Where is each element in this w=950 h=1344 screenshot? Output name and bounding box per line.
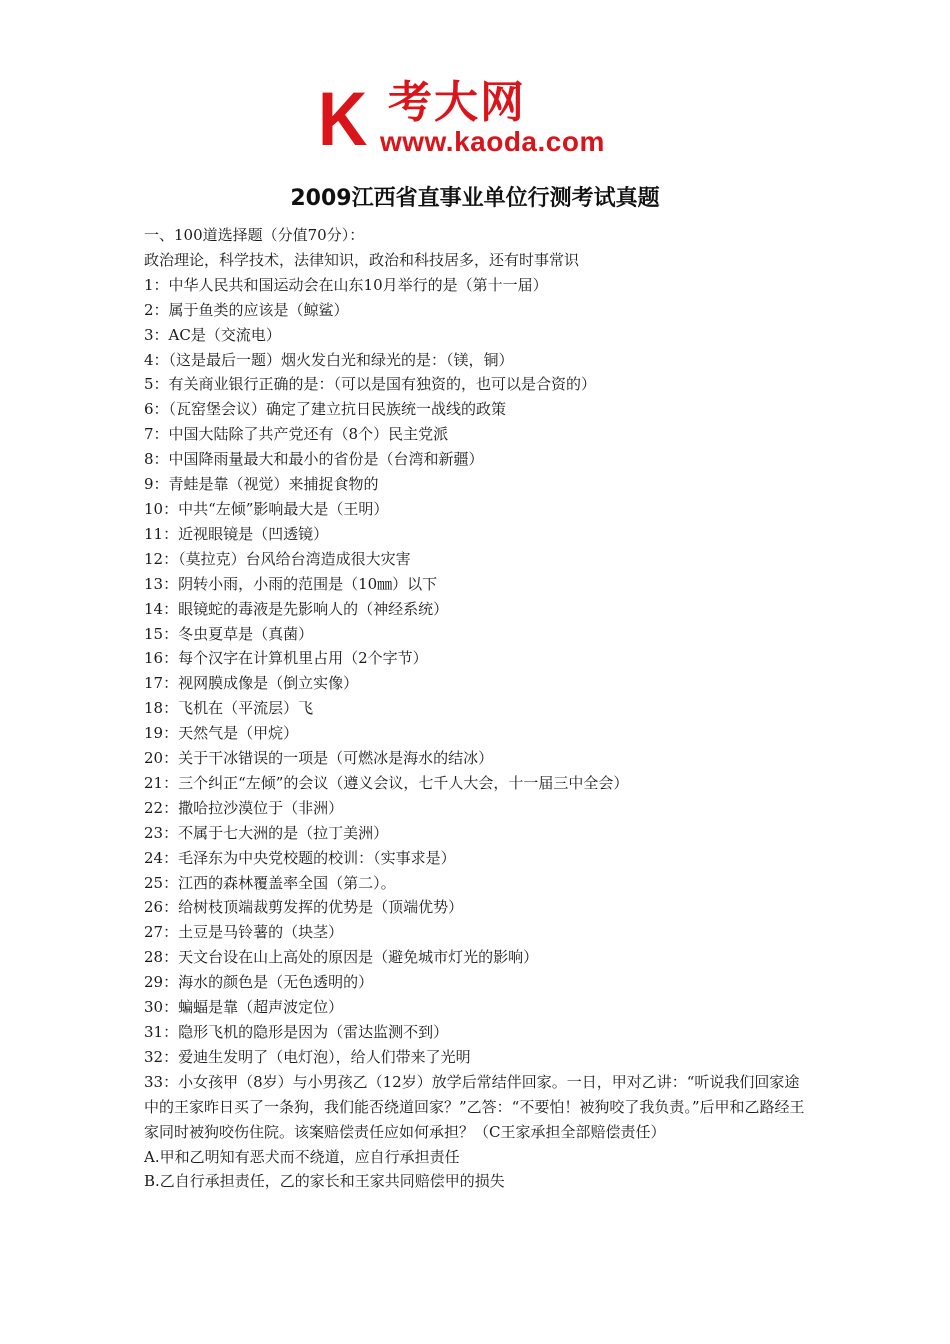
question-list xyxy=(144,223,812,1194)
question-item: 4：（这是最后一题）烟火发白光和绿光的是：（镁，铜） xyxy=(144,350,514,369)
question-item: 15：冬虫夏草是（真菌） xyxy=(144,624,314,643)
section-description: 政治理论，科学技术，法律知识，政治和科技居多，还有时事常识 xyxy=(144,250,580,269)
logo-k-mark: K xyxy=(318,77,368,162)
question-item: 7：中国大陆除了共产党还有（8个）民主党派 xyxy=(144,425,449,444)
question-item: 26：给树枝顶端裁剪发挥的优势是（顶端优势） xyxy=(144,898,464,917)
question-item: 16：每个汉字在计算机里占用（2个字节） xyxy=(144,649,428,668)
page-title: 2009江西省直事业单位行测考试真题 xyxy=(290,186,660,211)
section-heading: 一、100道选择题（分值70分）： xyxy=(144,226,365,244)
question-item: 32：爱迪生发明了（电灯泡），给人们带来了光明 xyxy=(144,1047,471,1066)
question-item: 2：属于鱼类的应该是（鲸鲨） xyxy=(144,300,349,319)
question-item: 5：有关商业银行正确的是：（可以是国有独资的，也可以是合资的） xyxy=(144,375,597,394)
kaoda-logo xyxy=(318,78,648,164)
question-item: 17：视网膜成像是（倒立实像） xyxy=(144,674,359,693)
question-item: 1：中华人民共和国运动会在山东10月举行的是（第十一届） xyxy=(144,275,548,294)
question-item: 25：江西的森林覆盖率全国（第二）。 xyxy=(144,873,396,892)
logo-url: www.kaoda.com xyxy=(380,126,605,157)
question-item: 12：（莫拉克）台风给台湾造成很大灾害 xyxy=(144,549,411,568)
question-item: 24：毛泽东为中央党校题的校训：（实事求是） xyxy=(144,848,456,867)
question-item: 28：天文台设在山上高处的原因是（避免城市灯光的影响） xyxy=(144,948,539,967)
question-item: 30：蝙蝠是靠（超声波定位） xyxy=(144,998,344,1017)
question-item: 20：关于干冰错误的一项是（可燃冰是海水的结冰） xyxy=(144,749,494,768)
question-item: 3：AC是（交流电） xyxy=(144,325,281,344)
question-item: 19：天然气是（甲烷） xyxy=(144,724,299,743)
question-item: 10：中共“左倾”影响最大是（王明） xyxy=(144,499,389,518)
answer-option-a: A.甲和乙明知有恶犬而不绕道，应自行承担责任 xyxy=(144,1147,460,1166)
question-item: 18：飞机在（平流层）飞 xyxy=(144,699,314,718)
question-item: 31：隐形飞机的隐形是因为（雷达监测不到） xyxy=(144,1023,449,1041)
question-33-paragraph: 33：小女孩甲（8岁）与小男孩乙（12岁）放学后常结伴回家。一日，甲对乙讲：“听说我们回家途中的王家昨日买了一条狗，我们能否绕道回家？”乙答：“不要怕！被狗咬了我负责。”后甲和乙路经王家同时被狗咬伤住院。该案赔偿责任应如何承担？（C王家承担全部赔偿责任） xyxy=(144,1072,805,1141)
question-item: 22：撒哈拉沙漠位于（非洲） xyxy=(144,798,344,817)
question-item: 9：青蛙是靠（视觉）来捕捉食物的 xyxy=(144,475,379,494)
question-item: 14：眼镜蛇的毒液是先影响人的（神经系统） xyxy=(144,599,449,618)
question-item: 8：中国降雨量最大和最小的省份是（台湾和新疆） xyxy=(144,450,484,469)
answer-option-b: B.乙自行承担责任，乙的家长和王家共同赔偿甲的损失 xyxy=(144,1172,505,1191)
question-item: 21：三个纠正“左倾”的会议（遵义会议，七千人大会，十一届三中全会） xyxy=(144,773,629,792)
question-item: 29：海水的颜色是（无色透明的） xyxy=(144,973,374,992)
question-item: 27：土豆是马铃薯的（块茎） xyxy=(144,923,344,942)
question-item: 13：阴转小雨，小雨的范围是（10㎜）以下 xyxy=(144,574,438,593)
question-item: 11：近视眼镜是（凹透镜） xyxy=(144,524,329,543)
logo-site-name: 考大网 xyxy=(388,77,526,128)
question-item: 23：不属于七大洲的是（拉丁美洲） xyxy=(144,823,389,842)
question-item: 6：（瓦窑堡会议）确定了建立抗日民族统一战线的政策 xyxy=(144,400,507,419)
